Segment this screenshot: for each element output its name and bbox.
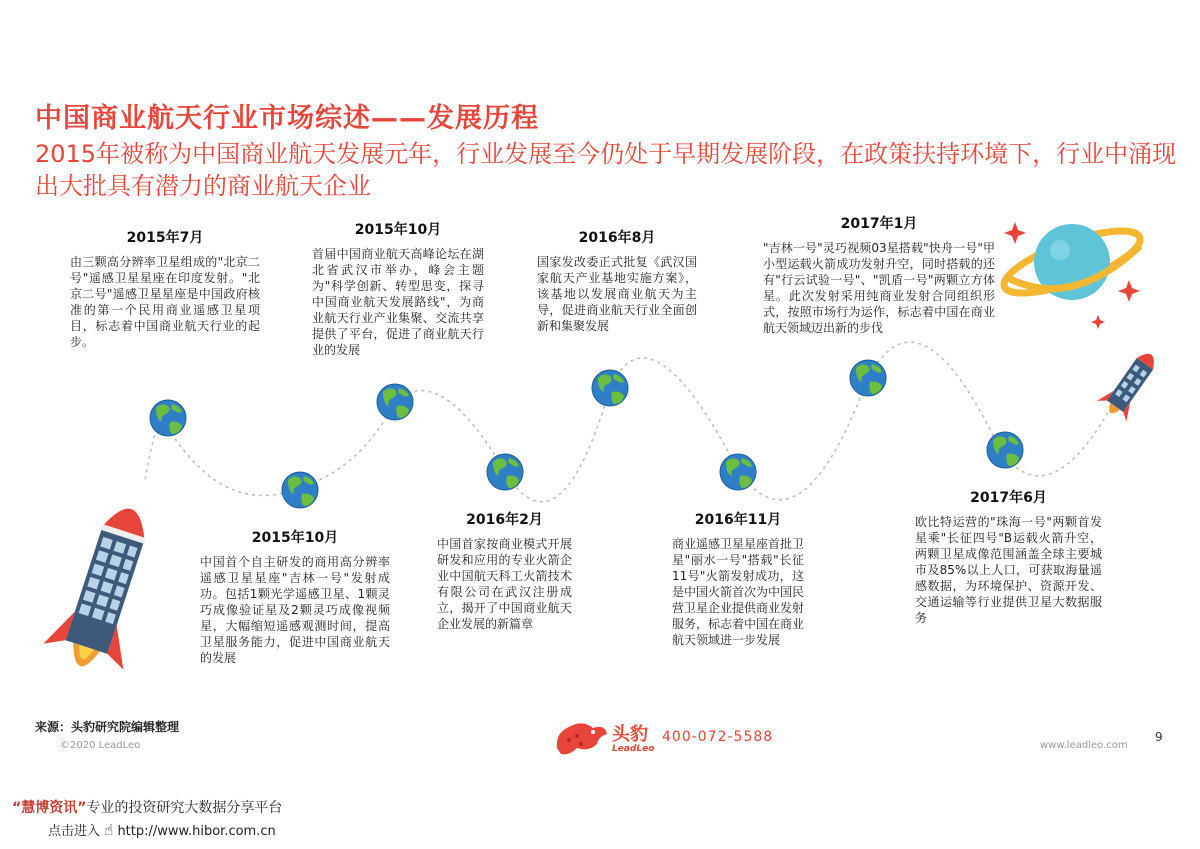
event-2015-10-a <box>200 530 390 666</box>
phone-number: 400-072-5588 <box>662 729 774 745</box>
event-2015-07 <box>70 230 260 350</box>
page-title: 中国商业航天行业市场综述——发展历程 <box>35 103 539 134</box>
globe-icon-1 <box>150 400 186 436</box>
logo-text-en: LeadLeo <box>612 744 655 754</box>
event-2016-11 <box>672 512 804 648</box>
event-2016-02 <box>437 512 572 632</box>
event-text: 欧比特运营的"珠海一号"两颗首发星乘"长征四号"B运载火箭升空，两颗卫星成像范围涵盖全球主要城市及85%以上人口，可获取海量遥感数据，为环境保护、资源开发、交通运输等行业提供卫星大数据服务 <box>915 515 1102 625</box>
event-2017-06 <box>915 490 1102 626</box>
hibor-tagline: 专业的投资研究大数据分享平台 <box>86 800 283 816</box>
rocket-large-icon <box>40 496 171 679</box>
hibor-banner <box>12 797 282 817</box>
event-date: 2017年6月 <box>970 490 1047 506</box>
event-date: 2017年1月 <box>840 216 918 232</box>
event-date: 2016年11月 <box>694 512 782 528</box>
event-date: 2016年2月 <box>466 512 543 528</box>
event-text: 由三颗高分辨率卫星组成的"北京二号"遥感卫星星座在印度发射。"北京二号"遥感卫星星座是中国政府核准的第一个民用商业遥感卫星项目，标志着中国商业航天行业的起步。 <box>70 255 260 349</box>
event-date: 2015年7月 <box>126 230 204 246</box>
event-text: 中国首个自主研发的商用高分辨率遥感卫星星座"吉林一号"发射成功。包括1颗光学遥感卫星、1颗灵巧成像验证星及2颗灵巧成像视频星，大幅缩短遥感观测时间，提高卫星服务能力，促进中国商业航天的发展 <box>200 555 390 665</box>
event-text: 首届中国商业航天高峰论坛在湖北省武汉市举办，峰会主题为"科学创新、转型思变，探寻中国商业航天发展路线"，为商业航天行业产业集聚、交流共享提供了平台，促进了商业航天行业的发展 <box>312 247 484 357</box>
hand-pointer-icon: ☝ <box>104 821 114 839</box>
event-date: 2016年8月 <box>578 230 656 246</box>
page-subtitle: 2015年被称为中国商业航天发展元年，行业发展至今仍处于早期发展阶段，在政策扶持环境下，行业中涌现出大批具有潜力的商业航天企业 <box>35 140 1177 200</box>
rocket-small-icon <box>1096 344 1166 423</box>
globe-icon-7 <box>850 360 886 396</box>
hibor-name: “慧博资讯” <box>12 800 87 816</box>
event-text: 中国首家按商业模式开展研发和应用的专业火箭企业中国航天科工火箭技术有限公司在武汉注册成立，揭开了中国商业航天企业发展的新篇章 <box>437 537 572 631</box>
globe-icon-2 <box>282 472 318 508</box>
hibor-enter-label: 点击进入 <box>48 824 101 839</box>
globe-icon-4 <box>487 454 523 490</box>
website: www.leadleo.com <box>1040 740 1128 751</box>
leadleo-logo-icon <box>553 718 609 758</box>
event-date: 2015年10月 <box>354 222 442 238</box>
event-text: 国家发改委正式批复《武汉国家航天产业基地实施方案》，该基地以发展商业航天为主导，促进商业航天行业全面创新和集聚发展 <box>537 255 697 333</box>
page-number: 9 <box>1155 730 1163 744</box>
event-text: "吉林一号"灵巧视频03星搭载"快舟一号"甲小型运载火箭成功发射升空，同时搭载的还有"行云试验一号"、"凯盾一号"两颗立方体星。此次发射采用纯商业发射合同组织形式，按照市场行为运作，标志着中国在商业航天领域迈出新的步伐 <box>763 241 995 335</box>
globe-icon-3 <box>377 384 413 420</box>
event-2015-10-b <box>312 222 484 358</box>
globe-icon-8 <box>987 432 1023 468</box>
logo-text-cn: 头豹 <box>612 724 648 745</box>
event-text: 商业遥感卫星星座首批卫星"丽水一号"搭载"长征11号"火箭发射成功，这是中国火箭首次为中国民营卫星企业提供商业发射服务，标志着中国在商业航天领域进一步发展 <box>672 537 805 647</box>
hibor-url[interactable]: http://www.hibor.com.cn <box>117 824 276 839</box>
hibor-link[interactable] <box>48 820 276 839</box>
event-2017-01 <box>763 216 995 336</box>
copyright: ©2020 LeadLeo <box>60 740 141 751</box>
event-date: 2015年10月 <box>251 530 339 546</box>
globe-icon-5 <box>592 370 628 406</box>
event-2016-08 <box>537 230 697 334</box>
globe-icon-6 <box>720 454 756 490</box>
source-note: 来源：头豹研究院编辑整理 <box>35 720 180 734</box>
